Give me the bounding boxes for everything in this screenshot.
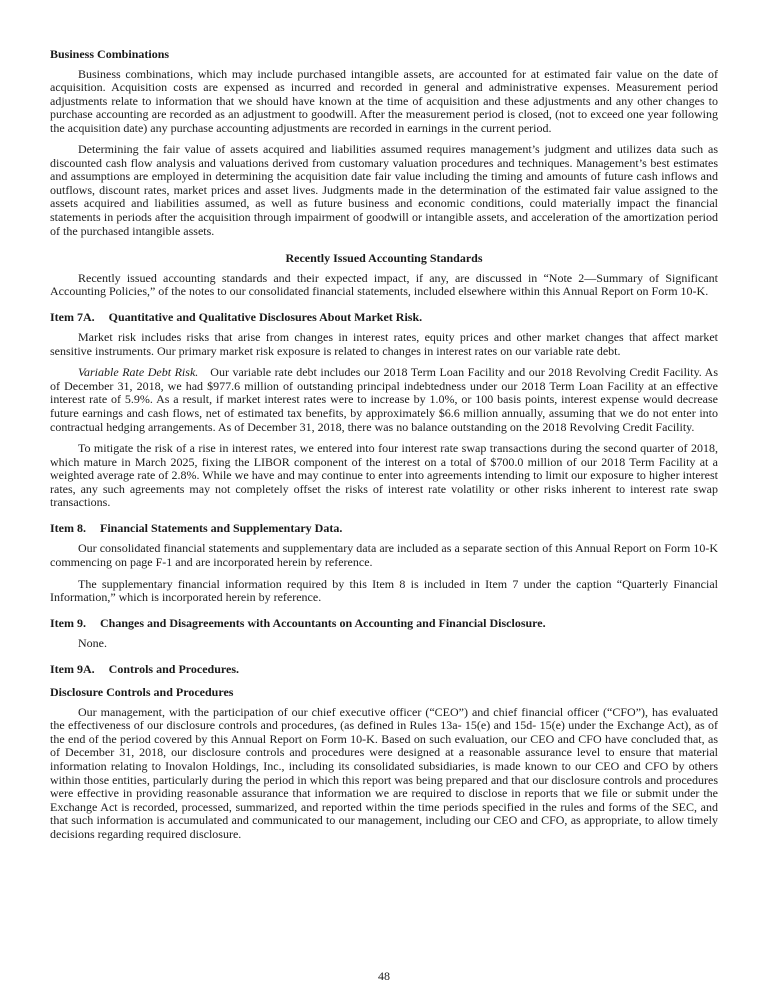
- item-9a-title: Controls and Procedures.: [108, 661, 239, 676]
- paragraph-business-combinations-2: Determining the fair value of assets acquired and liabilities assumed requires management’s judgment and utilizes data such as discounted cash flow analysis and valuations derived from customary valuation procedures and techniques. Management’s best estimates and assumptions are employed in determining the acquisition date fair value including the timing and amounts of future cash inflows and outflows, discount rates, market prices and asset lives. Judgments made in the determination of the estimated fair value assigned to the assets acquired and liabilities assumed, as well as future business and economic conditions, could materially impact the financial statements in periods after the acquisition through impairment of goodwill or intangible assets, and acceleration of the amortization period of the purchased intangible assets.: [50, 142, 718, 238]
- page-number: 48: [378, 969, 390, 984]
- paragraph-item7a-2-text: Our variable rate debt includes our 2018 Term Loan Facility and our 2018 Revolving Credit Facility. As of December 31, 2018, we had $977.6 million of outstanding principal indebtedness under our 2018 Term Loan Facility at an effective interest rate of 5.9%. As a result, if market interest rates were to increase by 1.0%, or 100 basis points, interest expense would decrease future earnings and cash flows, net of estimated tax benefits, by approximately $6.6 million annually, assuming that we do not enter into contractual hedging arrangements. As of December 31, 2018, there was no balance outstanding on the 2018 Revolving Credit Facility.: [50, 365, 719, 434]
- paragraph-item7a-3: To mitigate the risk of a rise in interest rates, we entered into four interest rate swap transactions during the second quarter of 2018, which mature in March 2025, fixing the LIBOR component of the interest on a total of $700.0 million of our 2018 Term Facility at a weighted average rate of 2.8%. While we have and may continue to enter into agreements intending to limit our exposure to higher interest rates, any such agreements may not completely offset the risks of interest rate volatility or other risks inherent to interest rate swap transactions.: [50, 441, 718, 510]
- paragraph-item8-2: The supplementary financial information required by this Item 8 is included in Item 7 under the caption “Quarterly Financial Information,” which is incorporated herein by reference.: [50, 576, 718, 605]
- item-9-title: Changes and Disagreements with Accountants on Accounting and Financial Disclosure.: [100, 615, 546, 630]
- paragraph-item7a-1: Market risk includes risks that arise from changes in interest rates, equity prices and other market changes that affect market sensitive instruments. Our primary market risk exposure is related to changes in interest rates on our variable rate debt.: [50, 330, 718, 358]
- item-heading-7a: [50, 311, 718, 325]
- item-7a-title: Quantitative and Qualitative Disclosures About Market Risk.: [108, 309, 423, 324]
- paragraph-business-combinations-1: Business combinations, which may include purchased intangible assets, are accounted for at estimated fair value on the date of acquisition. Acquisition costs are expensed as incurred and recorded in general and administrative expenses. Measurement period adjustments relate to information that we should have known at the time of acquisition and these adjustments and any other changes to purchase accounting are recorded as an adjustment to goodwill. After the measurement period is closed, (not to exceed one year following the acquisition date) any purchase accounting adjustments are recorded in earnings in the current period.: [50, 66, 718, 135]
- item-9-label: Item 9.: [50, 615, 86, 630]
- item-8-label: Item 8.: [50, 520, 86, 535]
- section-heading-business-combinations: Business Combinations: [50, 47, 170, 61]
- item-7a-label: Item 7A.: [50, 309, 95, 324]
- subheading-disclosure-controls-and-procedures: Disclosure Controls and Procedures: [50, 685, 234, 700]
- paragraph-item9-none: None.: [78, 636, 107, 651]
- item-heading-8: [50, 522, 718, 536]
- paragraph-item9a-1: Our management, with the participation of our chief executive officer (“CEO”) and chief financial officer (“CFO”), has evaluated the effectiveness of our disclosure controls and procedures, (as defined in Rules 13a- 15(e) and 15d- 15(e) under the Exchange Act), as of the end of the period covered by this Annual Report on Form 10-K. Based on such evaluation, our CEO and CFO have concluded that, as of December 31, 2018, our disclosure controls and procedures were designed at a reasonable assurance level to ensure that material information relating to Inovalon Holdings, Inc., including its consolidated subsidiaries, is made known to our CEO and CFO by others within those entities, particularly during the period in which this report was being prepared and that our disclosure controls and procedures were effective in providing reasonable assurance that information we are required to disclose in reports that we file or submit under the Exchange Act is recorded, processed, summarized, and reported within the time periods specified in the rules and forms of the SEC, and that such information is accumulated and communicated to our management, including our CEO and CFO, as appropriate, to allow timely decisions regarding required disclosure.: [50, 704, 718, 841]
- section-heading-recently-issued-accounting-standards: Recently Issued Accounting Standards: [285, 251, 483, 266]
- item-8-title: Financial Statements and Supplementary Data.: [100, 520, 343, 535]
- paragraph-recently-issued-1: Recently issued accounting standards and their expected impact, if any, are discussed in “Note 2—Summary of Significant Accounting Policies,” of the notes to our consolidated financial statements, included elsewhere within this Annual Report on Form 10-K.: [50, 270, 718, 299]
- paragraph-item7a-2: [50, 366, 718, 434]
- item-9a-label: Item 9A.: [50, 661, 95, 676]
- item-heading-9: [50, 617, 718, 631]
- item-heading-9a: [50, 663, 718, 677]
- paragraph-item8-1: Our consolidated financial statements and supplementary data are included as a separate section of this Annual Report on Form 10-K commencing on page F-1 and are incorporated herein by reference.: [50, 541, 718, 569]
- italic-lead-variable-rate-debt-risk: Variable Rate Debt Risk.: [78, 365, 199, 380]
